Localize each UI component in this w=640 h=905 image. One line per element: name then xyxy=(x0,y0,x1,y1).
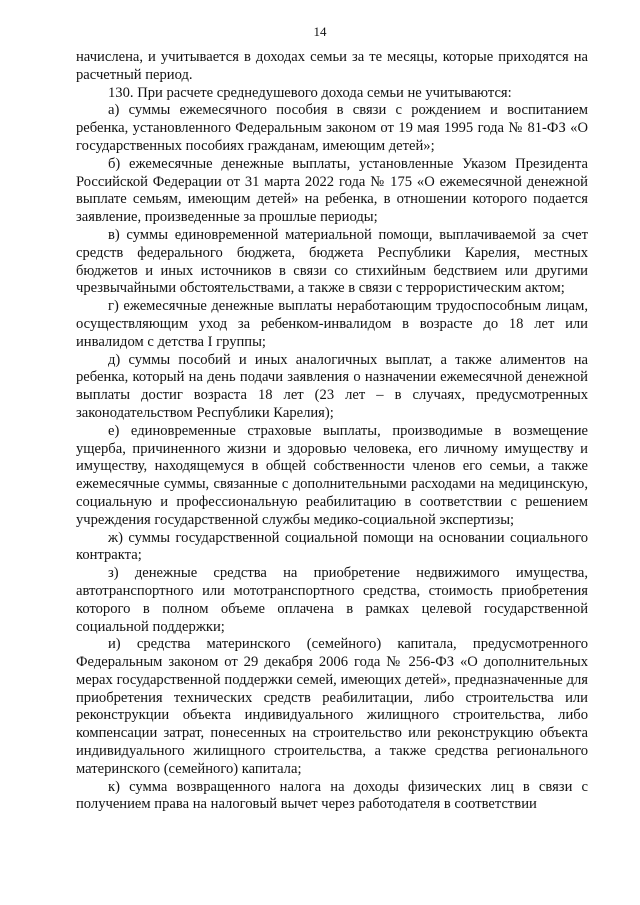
paragraph-subitem-g: г) ежемесячные денежные выплаты неработающим трудоспособным лицам, осуществляющим уход за ребенком-инвалидом в возрасте до 18 лет или инвалидом с детства I группы; xyxy=(76,298,588,350)
paragraph-subitem-d: д) суммы пособий и иных аналогичных выплат, а также алиментов на ребенка, который на день подачи заявления о назначении ежемесячной денежной выплаты достиг возраста 18 лет (23 лет – в случаях, предусмотренных законодательством Республики Карелия); xyxy=(76,351,588,421)
paragraph-subitem-i: и) средства материнского (семейного) капитала, предусмотренного Федеральным законом от 29 декабря 2006 года № 256-ФЗ «О дополнительных мерах государственной поддержки семей, имеющих детей», предназначенные для приобретения технических средств реабилитации, либо строительства или реконструкции объекта индивидуального жилищного строительства, либо компенсации затрат, понесенных на строительство или реконструкцию объекта индивидуального жилищного строительства, а также средства регионального материнского (семейного) капитала; xyxy=(76,636,588,777)
paragraph-subitem-e: е) единовременные страховые выплаты, производимые в возмещение ущерба, причиненного жизни и здоровью человека, его личному имуществу и имуществу, находящемуся в общей собственности членов его семьи, а также ежемесячные суммы, связанные с дополнительными расходами на медицинскую, социальную и профессиональную реабилитацию в соответствии с решением учреждения государственной службы медико-социальной экспертизы; xyxy=(76,422,588,528)
paragraph-subitem-zh: ж) суммы государственной социальной помощи на основании социального контракта; xyxy=(76,529,588,564)
document-body xyxy=(76,49,588,814)
paragraph-subitem-a: а) суммы ежемесячного пособия в связи с рождением и воспитанием ребенка, установленного Федеральным законом от 19 мая 1995 года № 81-ФЗ «О государственных пособиях гражданам, имеющим детей»; xyxy=(76,102,588,154)
paragraph-subitem-k: к) сумма возвращенного налога на доходы физических лиц в связи с получением права на налоговый вычет через работодателя в соответствии xyxy=(76,778,588,813)
paragraph-subitem-z: з) денежные средства на приобретение недвижимого имущества, автотранспортного или мототранспортного средства, стоимость приобретения которого в полном объеме оплачена в рамках целевой государственной социальной поддержки; xyxy=(76,565,588,635)
page-number: 14 xyxy=(313,24,327,39)
paragraph-subitem-v: в) суммы единовременной материальной помощи, выплачиваемой за счет средств федерального бюджета, бюджета Республики Карелия, местных бюджетов и иных источников в связи со стихийным бедствием или другими чрезвычайными обстоятельствами, а также в связи с террористическим актом; xyxy=(76,226,588,297)
paragraph-subitem-b: б) ежемесячные денежные выплаты, установленные Указом Президента Российской Федерации от 31 марта 2022 года № 175 «О ежемесячной денежной выплате семьям, имеющим детей» на ребенка, в отношении которого подается заявление, произведенные за прошлые периоды; xyxy=(76,155,588,226)
paragraph-item-130: 130. При расчете среднедушевого дохода семьи не учитываются: xyxy=(108,84,512,101)
paragraph-continuation: начислена, и учитывается в доходах семьи за те месяцы, которые приходятся на расчетный период. xyxy=(76,49,588,83)
